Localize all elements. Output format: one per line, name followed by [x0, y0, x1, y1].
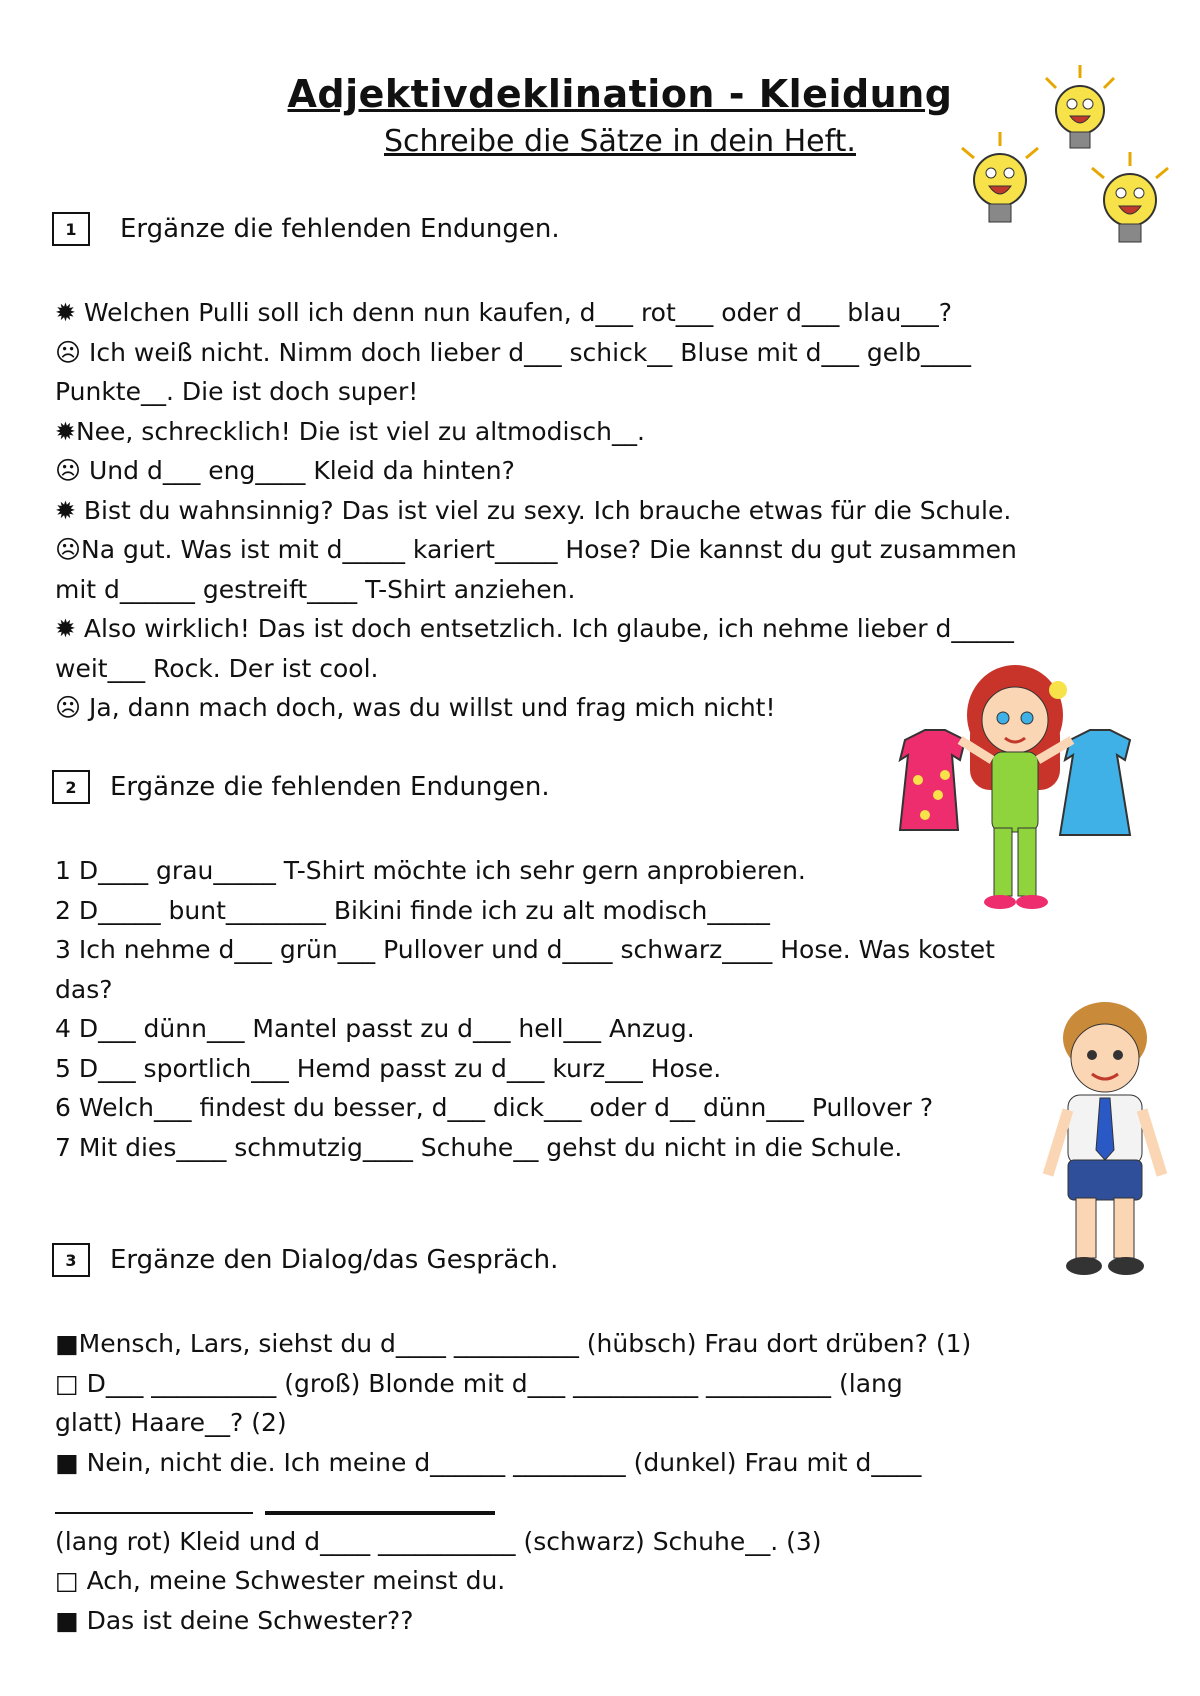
text-line: ☹Na gut. Was ist mit d_____ kariert_____ Hose? Die kannst du gut zusammen — [55, 535, 1017, 564]
exercise-1-header — [52, 212, 560, 246]
exercise-3-header — [52, 1243, 558, 1277]
page-title: Adjektivdeklination - Kleidung — [287, 72, 953, 116]
exercise-2-text — [55, 851, 995, 1167]
exercise-title: Ergänze den Dialog/das Gespräch. — [110, 1245, 559, 1275]
text-line: 1 D____ grau_____ T-Shirt möchte ich sehr gern anprobieren. — [55, 856, 806, 885]
lightbulb-icon — [1092, 152, 1168, 242]
exercise-number-box: 1 — [52, 212, 90, 246]
text-line: ■Mensch, Lars, siehst du d____ __________ (hübsch) Frau dort drüben? (1) — [55, 1329, 972, 1358]
exercise-2-header — [52, 770, 550, 804]
answer-line — [265, 1511, 495, 1515]
text-line: 7 Mit dies____ schmutzig____ Schuhe__ gehst du nicht in die Schule. — [55, 1132, 903, 1162]
text-line: ✹ Bist du wahnsinnig? Das ist viel zu sexy. Ich brauche etwas für die Schule. — [55, 495, 1012, 525]
text-line: 6 Welch___ findest du besser, d___ dick___ oder d__ dünn___ Pullover ? — [55, 1093, 934, 1122]
text-line: ☹ Und d___ eng____ Kleid da hinten? — [55, 456, 515, 485]
exercise-number-box: 3 — [52, 1243, 90, 1277]
page-subtitle: Schreibe die Sätze in dein Heft. — [384, 124, 856, 159]
text-line: 3 Ich nehme d___ grün___ Pullover und d____ schwarz____ Hose. Was kostet — [55, 935, 995, 964]
text-line: mit d______ gestreift____ T-Shirt anziehen. — [55, 574, 576, 604]
text-line: weit___ Rock. Der ist cool. — [55, 653, 379, 683]
lightbulb-icon — [962, 132, 1038, 222]
text-line: □ D___ __________ (groß) Blonde mit d___ __________ __________ (lang — [55, 1368, 903, 1398]
exercise-3-text — [55, 1324, 971, 1640]
boy-in-uniform — [1030, 1000, 1180, 1285]
text-line: 4 D___ dünn___ Mantel passt zu d___ hell___ Anzug. — [55, 1014, 695, 1043]
text-line: ☹ Ja, dann mach doch, was du willst und frag mich nicht! — [55, 693, 776, 722]
text-line: □ Ach, meine Schwester meinst du. — [55, 1566, 506, 1595]
text-line: (lang rot) Kleid und d____ ___________ (schwarz) Schuhe__. (3) — [55, 1526, 822, 1556]
exercise-title: Ergänze die fehlenden Endungen. — [110, 772, 550, 802]
text-line: ■ Das ist deine Schwester?? — [55, 1605, 414, 1635]
text-line: 2 D_____ bunt________ Bikini finde ich zu alt modisch_____ — [55, 895, 770, 925]
lightbulb-icons — [930, 50, 1180, 275]
text-line — [55, 1482, 971, 1522]
text-line: das? — [55, 974, 113, 1004]
exercise-number-box: 2 — [52, 770, 90, 804]
text-line: ☹ Ich weiß nicht. Nimm doch lieber d___ schick__ Bluse mit d___ gelb____ — [55, 337, 971, 367]
answer-line — [55, 1512, 253, 1514]
exercise-title: Ergänze die fehlenden Endungen. — [120, 214, 560, 244]
text-line: Punkte__. Die ist doch super! — [55, 377, 419, 406]
text-line: ✹ Also wirklich! Das ist doch entsetzlich. Ich glaube, ich nehme lieber d_____ — [55, 614, 1014, 643]
text-line: glatt) Haare__? (2) — [55, 1408, 287, 1437]
text-line: 5 D___ sportlich___ Hemd passt zu d___ kurz___ Hose. — [55, 1053, 722, 1083]
lightbulb-icon — [1046, 65, 1114, 148]
text-line: ✹ Welchen Pulli soll ich denn nun kaufen, d___ rot___ oder d___ blau___? — [55, 298, 953, 327]
text-line: ■ Nein, nicht die. Ich meine d______ _________ (dunkel) Frau mit d____ — [55, 1447, 922, 1477]
text-line: ✹Nee, schrecklich! Die ist viel zu altmodisch__. — [55, 416, 645, 446]
exercise-1-text — [55, 293, 1017, 728]
